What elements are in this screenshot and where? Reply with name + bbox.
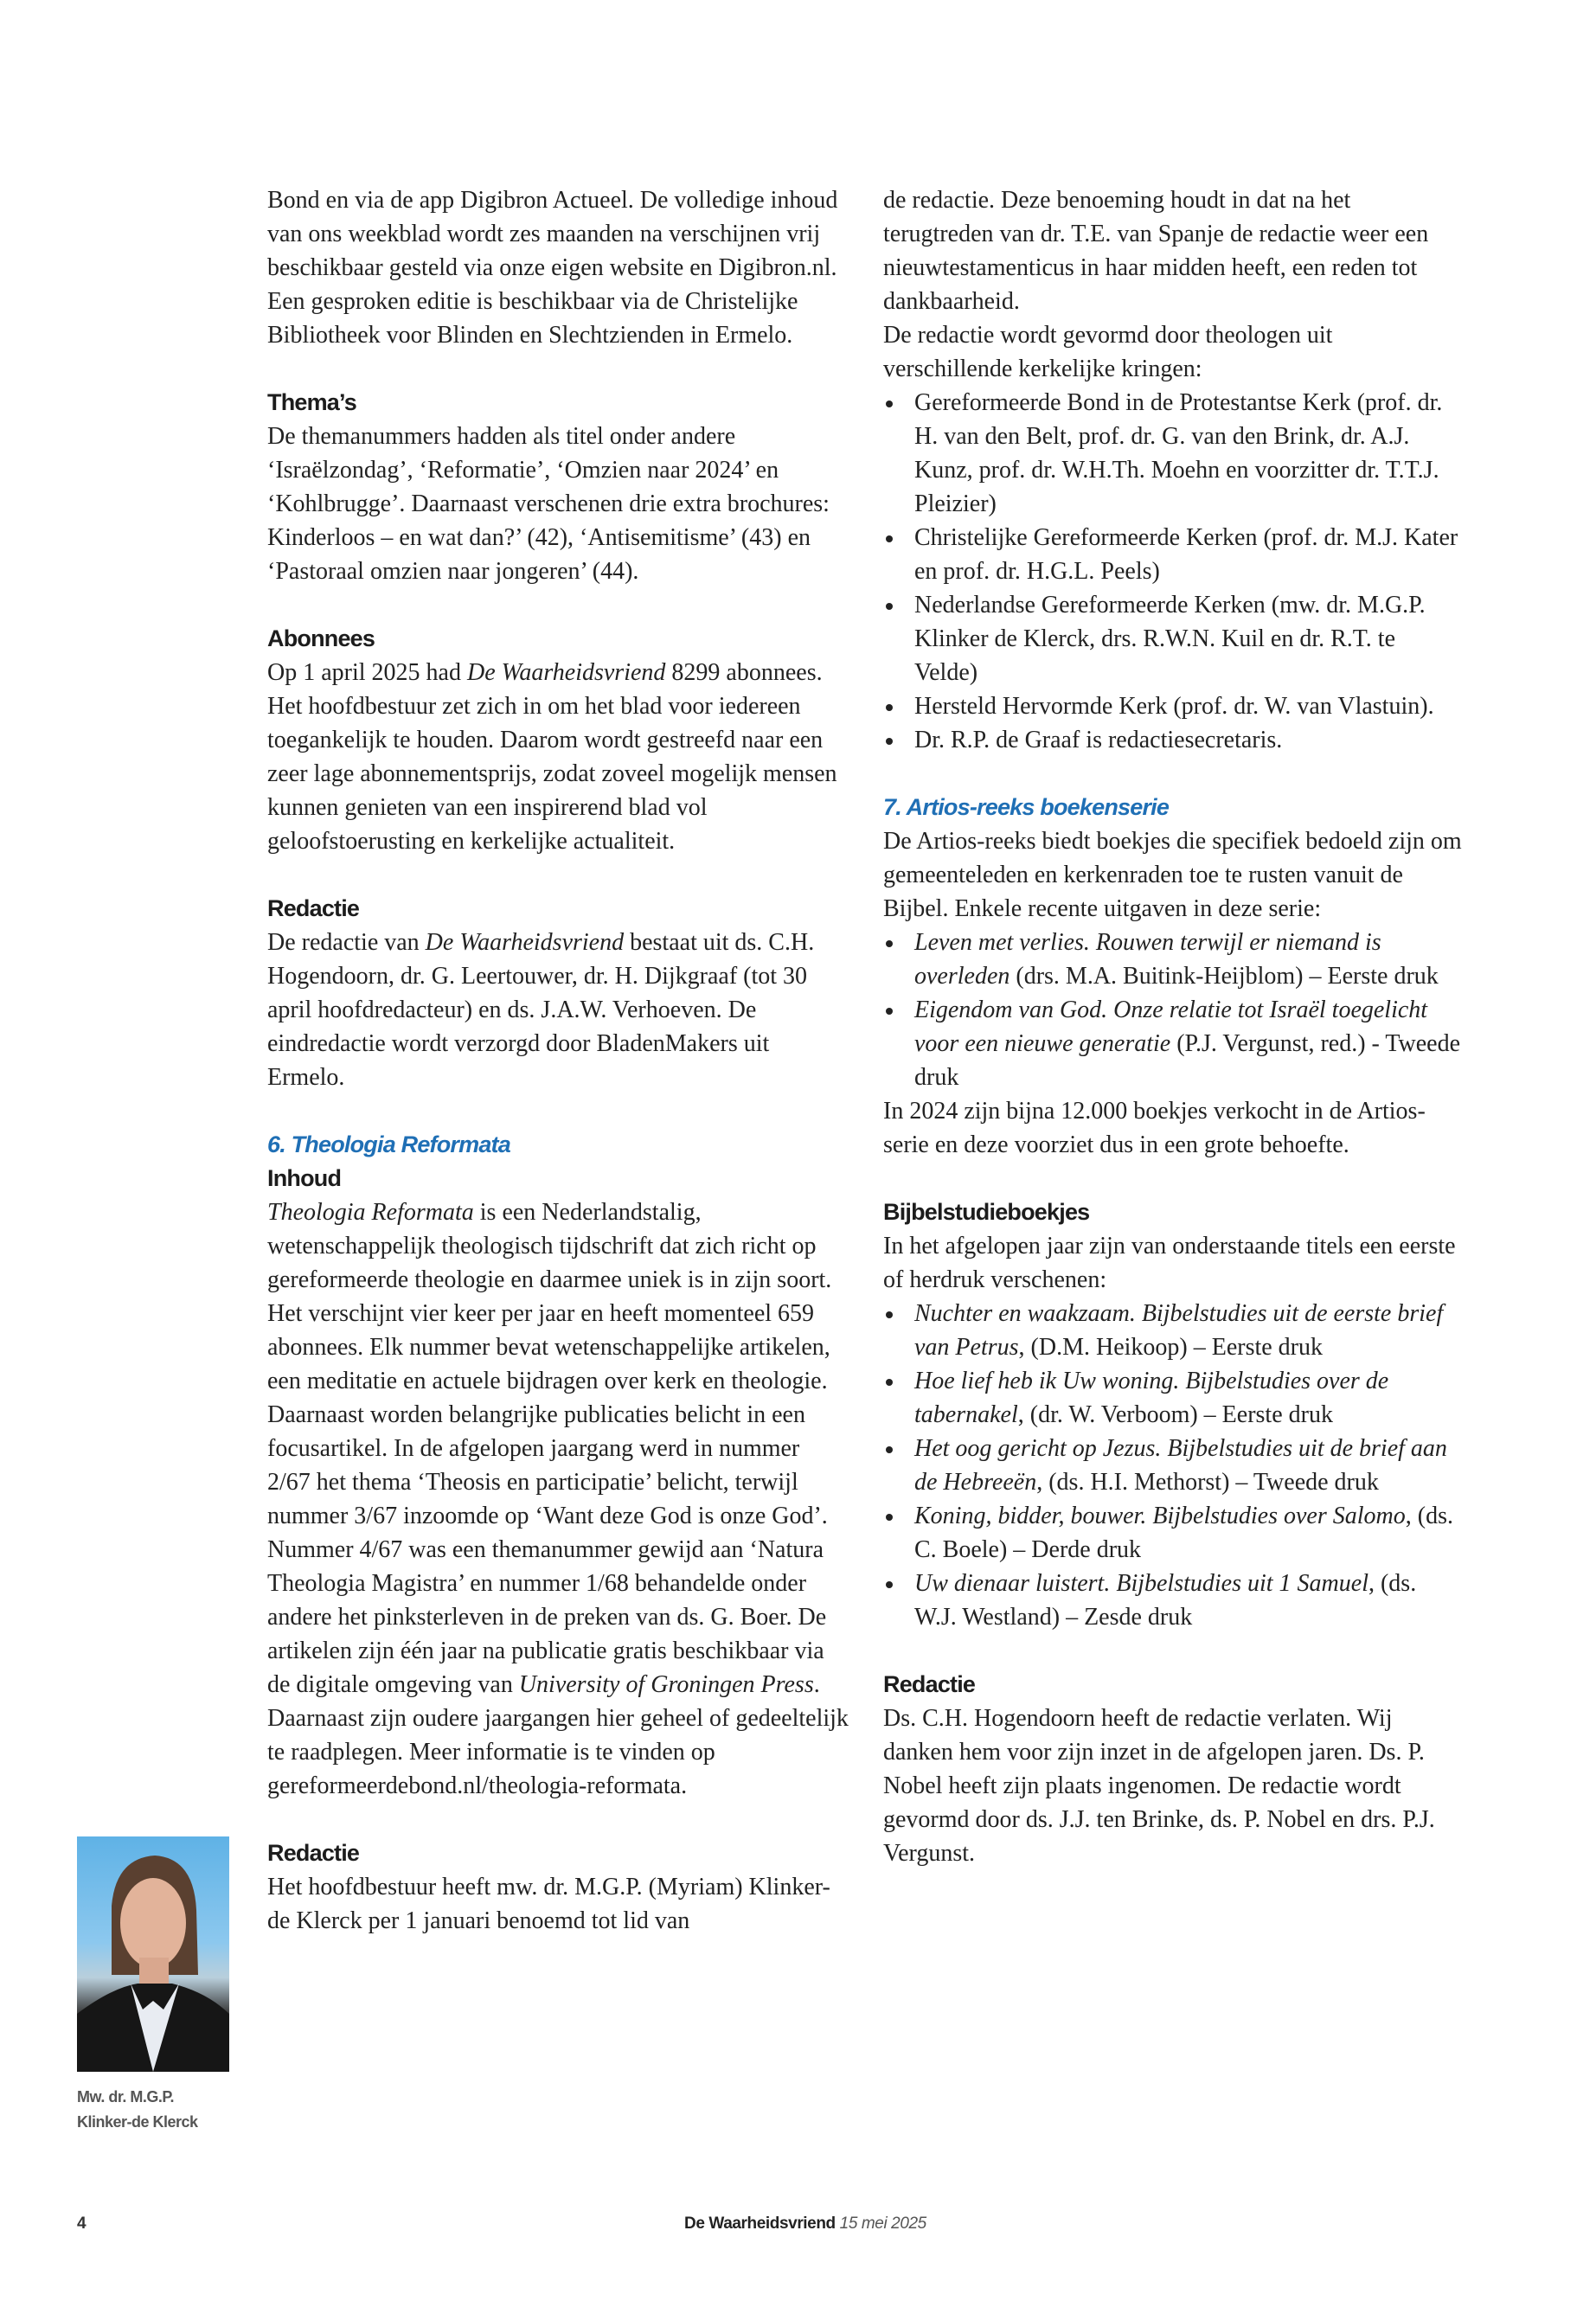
left-column: [267, 183, 849, 1938]
paragraph: [883, 183, 1463, 318]
list-item: [883, 689, 1463, 723]
paragraph: [883, 824, 1463, 926]
text-run: de redactie. Deze benoeming houdt in dat na het terugtreden van dr. T.E. van Spanje de redactie weer een nieuwtestamenticus in haar midden heeft, een reden tot dankbaarheid.: [883, 187, 1429, 315]
text-run: Op 1 april 2025 had: [267, 659, 467, 686]
publication-date: 15 mei 2025: [839, 2214, 926, 2233]
portrait-photo: [77, 1836, 229, 2072]
italic-title: University of Groningen Press: [518, 1671, 814, 1698]
text-run: bestaat uit ds. C.H. Hogendoorn, dr. G. Leertouwer, dr. H. Dijkgraaf (tot 30 april hoofdredacteur) en ds. J.A.W. Verhoeven. De eindredactie wordt verzorgd door BladenMakers uit Ermelo.: [267, 929, 815, 1091]
text-run: is een Nederlandstalig, wetenschappelijk theologisch tijdschrift dat zich richt op gereformeerde theologie en daarmee uniek is in zijn soort. Het verschijnt vier keer per jaar en heeft momenteel 659 abonnees. Elk nummer bevat wetenschappelijke artikelen, een meditatie en actuele bijdragen over kerk en theologie. Daarnaast worden belangrijke publicaties belicht in een focusartikel. In de afgelopen jaargang werd in nummer 2/67 het thema ‘Theosis en participatie’ belicht, terwijl nummer 3/67 inzoomde op ‘Want deze God is onze God’. Nummer 4/67 was een themanummer gewijd aan ‘Natura Theologia Magistra’ en nummer 1/68 behandelde onder andere het pinksterleven in de preken van ds. G. Boer. De artikelen zijn één jaar na publicatie gratis beschikbaar via de digitale omgeving van: [267, 1199, 832, 1698]
list-item: [883, 1567, 1463, 1634]
paragraph: [267, 1195, 849, 1803]
text-run: Dr. R.P. de Graaf is redactiesecretaris.: [914, 727, 1283, 753]
list-item: [883, 521, 1463, 588]
paragraph: [267, 420, 849, 588]
text-run: Christelijke Gereformeerde Kerken (prof. dr. M.J. Kater en prof. dr. H.G.L. Peels): [914, 524, 1458, 585]
paragraph: [267, 656, 849, 858]
text-run: Ds. C.H. Hogendoorn heeft de redactie verlaten. Wij danken hem voor zijn inzet in de afgelopen jaren. Ds. P. Nobel heeft zijn plaats ingenomen. De redactie wordt gevormd door ds. J.J. ten Brinke, ds. P. Nobel en drs. P.J. Vergunst.: [883, 1705, 1435, 1867]
subheading: Abonnees: [267, 625, 375, 651]
italic-title: Eigendom van God. Onze relatie tot Israël toegelicht voor een nieuwe generatie: [914, 997, 1428, 1057]
text-run: , (D.M. Heikoop) – Eerste druk: [1018, 1334, 1324, 1361]
paragraph: [883, 1702, 1463, 1870]
text-run: (P.J. Vergunst, red.) - Tweede druk: [914, 1030, 1461, 1091]
paragraph: [883, 318, 1463, 386]
list-item: [883, 723, 1463, 757]
text-run: (drs. M.A. Buitink-Heijblom) – Eerste druk: [1010, 963, 1439, 990]
list-item: [883, 926, 1463, 993]
text-run: In het afgelopen jaar zijn van onderstaande titels een eerste of herdruk verschenen:: [883, 1233, 1456, 1293]
list-item: [883, 1364, 1463, 1432]
portrait-image: [77, 1836, 229, 2072]
caption-line: Mw. dr. M.G.P.: [77, 2088, 175, 2106]
list-item: [883, 993, 1463, 1094]
text-run: De redactie van: [267, 929, 426, 956]
subheading: Inhoud: [267, 1165, 342, 1191]
page-number: 4: [77, 2214, 87, 2233]
bullet-list: [883, 1297, 1463, 1634]
italic-title: Nuchter en waakzaam. Bijbelstudies uit de eerste brief van Petrus: [914, 1300, 1444, 1361]
italic-title: De Waarheidsvriend: [425, 929, 625, 956]
text-run: Nederlandse Gereformeerde Kerken (mw. dr. M.G.P. Klinker de Klerck, drs. R.W.N. Kuil en dr. R.T. te Velde): [914, 592, 1426, 686]
text-run: Bond en via de app Digibron Actueel. De volledige inhoud van ons weekblad wordt zes maanden na verschijnen vrij beschikbaar gesteld via onze eigen website en Digibron.nl. Een gesproken editie is beschikbaar via de Christelijke Bibliotheek voor Blinden en Slechtzienden in Ermelo.: [267, 187, 838, 349]
italic-title: Uw dienaar luistert. Bijbelstudies uit 1 Samuel: [914, 1570, 1368, 1597]
footer-publication: [684, 2214, 926, 2234]
section-heading: 7. Artios-reeks boekenserie: [883, 794, 1170, 820]
paragraph: [267, 926, 849, 1094]
list-item: [883, 386, 1463, 521]
text-run: In 2024 zijn bijna 12.000 boekjes verkocht in de Artios-serie en deze voorziet dus in een grote behoefte.: [883, 1098, 1426, 1158]
text-run: De Artios-reeks biedt boekjes die specifiek bedoeld zijn om gemeenteleden en kerkenraden toe te rusten vanuit de Bijbel. Enkele recente uitgaven in deze serie:: [883, 828, 1462, 922]
paragraph: [883, 1094, 1463, 1162]
italic-title: Koning, bidder, bouwer. Bijbelstudies over Salomo: [914, 1503, 1406, 1529]
text-run: , (dr. W. Verboom) – Eerste druk: [1017, 1401, 1333, 1428]
paragraph: [267, 183, 849, 352]
text-run: Het hoofdbestuur heeft mw. dr. M.G.P. (Myriam) Klinker-de Klerck per 1 januari benoemd tot lid van: [267, 1874, 830, 1934]
text-run: , (ds. C. Boele) – Derde druk: [914, 1503, 1453, 1563]
text-run: , (ds. H.I. Methorst) – Tweede druk: [1036, 1469, 1379, 1496]
italic-title: Het oog gericht op Jezus. Bijbelstudies uit de brief aan de Hebreeën: [914, 1435, 1447, 1496]
publication-name: De Waarheidsvriend: [684, 2214, 836, 2233]
text-run: Hersteld Hervormde Kerk (prof. dr. W. van Vlastuin).: [914, 693, 1434, 720]
subheading: Thema’s: [267, 389, 356, 415]
paragraph: [267, 1870, 849, 1938]
text-run: 8299 abonnees. Het hoofdbestuur zet zich in om het blad voor iedereen toegankelijk te houden. Daarom wordt gestreefd naar een zeer lage abonnementsprijs, zodat zoveel mogelijk mensen kunnen genieten van een inspirerend blad vol geloofstoerusting en kerkelijke actualiteit.: [267, 659, 837, 855]
italic-title: Leven met verlies. Rouwen terwijl er niemand is overleden: [914, 929, 1381, 990]
italic-title: Theologia Reformata: [267, 1199, 474, 1226]
section-heading: 6. Theologia Reformata: [267, 1131, 510, 1157]
text-run: . Daarnaast zijn oudere jaargangen hier geheel of gedeeltelijk te raadplegen. Meer informatie is te vinden op gereformeerdebond.nl/theologia-reformata.: [267, 1671, 849, 1799]
list-item: [883, 1499, 1463, 1567]
caption-line: Klinker-de Klerck: [77, 2113, 198, 2131]
bullet-list: [883, 386, 1463, 757]
subheading: Bijbelstudieboekjes: [883, 1199, 1090, 1225]
right-column: [883, 183, 1463, 1870]
list-item: [883, 588, 1463, 689]
list-item: [883, 1432, 1463, 1499]
italic-title: Hoe lief heb ik Uw woning. Bijbelstudies over de tabernakel: [914, 1368, 1389, 1428]
text-run: , (ds. W.J. Westland) – Zesde druk: [914, 1570, 1417, 1631]
text-run: Gereformeerde Bond in de Protestantse Kerk (prof. dr. H. van den Belt, prof. dr. G. van den Brink, dr. A.J. Kunz, prof. dr. W.H.Th. Moehn en voorzitter dr. T.T.J. Pleizier): [914, 389, 1443, 517]
subheading: Redactie: [267, 1840, 360, 1866]
text-run: De redactie wordt gevormd door theologen uit verschillende kerkelijke kringen:: [883, 322, 1333, 382]
list-item: [883, 1297, 1463, 1364]
subheading: Redactie: [267, 895, 360, 921]
italic-title: De Waarheidsvriend: [466, 659, 666, 686]
bullet-list: [883, 926, 1463, 1094]
photo-caption: [77, 2085, 198, 2135]
paragraph: [883, 1229, 1463, 1297]
text-run: De themanummers hadden als titel onder andere ‘Israëlzondag’, ‘Reformatie’, ‘Omzien naar 2024’ en ‘Kohlbrugge’. Daarnaast verschenen drie extra brochures: Kinderloos – en wat dan?’ (42), ‘Antisemitisme’ (43) en ‘Pastoraal omzien naar jongeren’ (44).: [267, 423, 830, 585]
subheading: Redactie: [883, 1671, 976, 1697]
